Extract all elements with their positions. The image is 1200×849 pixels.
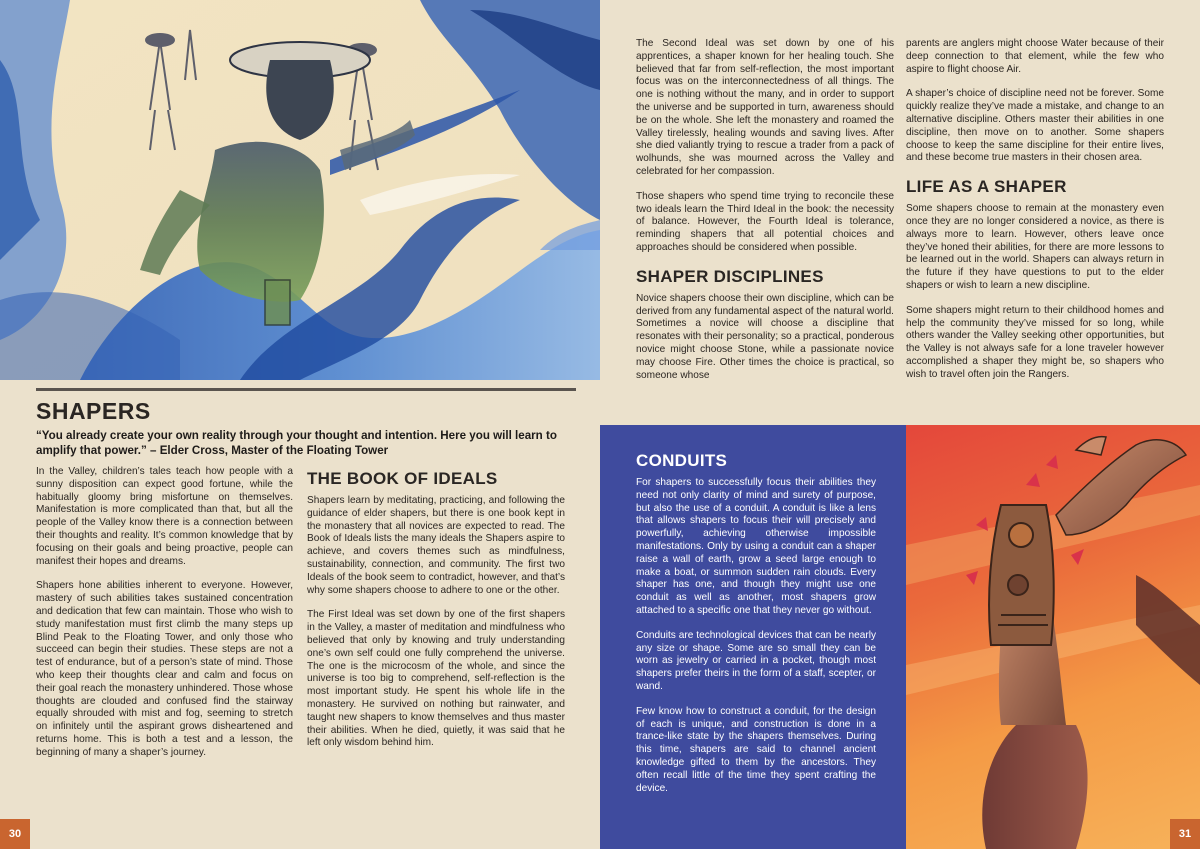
right-column-1 [636, 38, 894, 394]
paragraph: In the Valley, children’s tales teach how people with a sunny disposition can expect good fortune, while the habitually gloomy bring misfortune on themselves. Manifestation is more complicated than that, but all the people of the Valley know there is a connection between their thoughts and reality. It’s common knowledge that by focusing on their goals and being proactive, people can manifest their hopes and dreams. [36, 466, 293, 567]
paragraph: For shapers to successfully focus their abilities they need not only clarity of mind and surety of purpose, but also the use of a conduit. A conduit is like a lens that allows shapers to focus their will precisely and powerfully, achieving otherwise impossible manifestations. Only by using a conduit can a shaper raise a wall of earth, grow a seed large enough to make a boat, or summon sudden rain clouds. Every shaper has one, and though they might use one conduit as well as another, most shapers grow attached to a specific one that they never go without. [636, 477, 876, 616]
conduits-column [636, 451, 876, 807]
paragraph: A shaper’s choice of discipline need not be forever. Some quickly realize they’ve made a mistake, and change to an alternative discipline. Others master their abilities in one discipline, then move on to another. Some shapers choose to keep the same discipline for their entire lives, and these become true masters in their chosen area. [906, 88, 1164, 164]
book-of-ideals-heading: THE BOOK OF IDEALS [307, 469, 498, 488]
paragraph: Some shapers might return to their childhood homes and help the community they’ve missed for so long, while others wander the Valley seeking other opportunities, but the Valley is not always safe for a lone traveler however accomplished a shaper they might be, so shapers who wish to travel often join the Rangers. [906, 304, 1164, 380]
conduit-illustration [906, 425, 1200, 849]
conduits-heading: CONDUITS [636, 451, 728, 470]
page-number-right: 31 [1170, 819, 1200, 849]
conduits-sidebar [600, 425, 906, 849]
shaper-disciplines-heading: SHAPER DISCIPLINES [636, 266, 824, 286]
paragraph: Some shapers choose to remain at the monastery even once they are no longer considered a novice, as there is always more to learn. However, others leave once they’ve honed their abilities, for there are more lessons to be learned out in the world. Shapers can always return in the future if they have questions to put to the elder shapers or wish to learn a new discipline. [906, 203, 1164, 291]
right-page [600, 0, 1200, 849]
paragraph: Novice shapers choose their own discipline, which can be derived from any fundamental aspect of the natural world. Sometimes a novice will choose a discipline that resonates with their personality; so a practical, ponderous novice might choose Stone, while a passionate novice may choose Fire. Other times the choice is practical, so someone whose [636, 292, 894, 381]
left-column-2 [307, 469, 565, 762]
paragraph: Few know how to construct a conduit, for the design of each is unique, and construction is done in a trance-like state by the shapers themselves. During this time, shapers are said to channel ancient knowledge gifted to them by the ancestors. They often recall little of the time they spent crafting the device. [636, 705, 876, 794]
paragraph: Shapers hone abilities inherent to everyone. However, mastery of such abilities takes sustained concentration and dedication that few can maintain. Those who wish to study manifestation must first climb the many steps up Blind Peak to the Floating Tower, and only those who succeed can begin their studies. These steps are not a test of endurance, but of a person’s state of mind. Those who keep their thoughts clear and calm and focus on their goal reach the monastery unhindered. Those whose thoughts are clouded and confused find the stairway equally shrouded with mist and fog, seeming to stretch on infinitely until the aspirant grows disheartened and returns home. This is both a test and a lesson, the beginning of many a shaper’s journey. [36, 580, 293, 758]
section-rule [36, 388, 576, 391]
page-title: SHAPERS [36, 398, 151, 424]
right-column-2 [906, 38, 1164, 394]
left-column-1 [36, 466, 293, 772]
paragraph: Conduits are technological devices that can be nearly any size or shape. Some are so small they can be worn as jewelry or carried in a pocket, though most shapers prefer theirs in the form of a staff, scepter, or wand. [636, 629, 876, 692]
paragraph: The First Ideal was set down by one of the first shapers in the Valley, a master of meditation and mindfulness who believed that only by knowing and truly understanding one’s own self could one fully comprehend the universe. The one is the microcosm of the whole, and since the universe is too big to comprehend, self-reflection is the most important study. He spent his whole life in the monastery. He survived on nothing but rainwater, and taught new shapers to know themselves and thus master their abilities. When he died, quietly, it was said that he left only wisdom behind him. [307, 609, 565, 749]
epigraph-quote: “You already create your own reality through your thought and intention. Here you will learn to amplify that power.” – Elder Cross, Master of the Floating Tower [36, 429, 557, 457]
shaper-illustration [0, 0, 600, 380]
paragraph: Those shapers who spend time trying to reconcile these two ideals learn the Third Ideal in the book: the necessity of balance. However, the Fourth Ideal is tolerance, reminding shapers that all potential choices and approaches should be considered when possible. [636, 190, 894, 253]
paragraph: parents are anglers might choose Water because of their deep connection to that element, while the few who aspire to flight choose Air. [906, 38, 1164, 75]
life-as-a-shaper-heading: LIFE AS A SHAPER [906, 177, 1067, 197]
paragraph: The Second Ideal was set down by one of his apprentices, a shaper known for her healing touch. She believed that far from self-reflection, the most important focus was on the interconnectedness of all things. The one is nothing without the many, and in order to support the universe and be supported in turn, awareness should be on the whole. She left the monastery and roamed the Valley tirelessly, healing wounds and saving lives. After she died valiantly trying to rescue a trader from a pack of wolhunds, she was mourned across the Valley and celebrated for her compassion. [636, 38, 894, 177]
page-number-left: 30 [0, 819, 30, 849]
paragraph: Shapers learn by meditating, practicing, and following the guidance of elder shapers, but there is one book kept in the monastery that all novices are expected to read. The Book of Ideals lists the many ideals the Shapers aspire to achieve, and covers themes such as mindfulness, sustainability, connection, and community. The first two Ideals of the book seem to contradict, however, and that’s why some shapers choose to adhere to one or the other. [307, 495, 565, 596]
